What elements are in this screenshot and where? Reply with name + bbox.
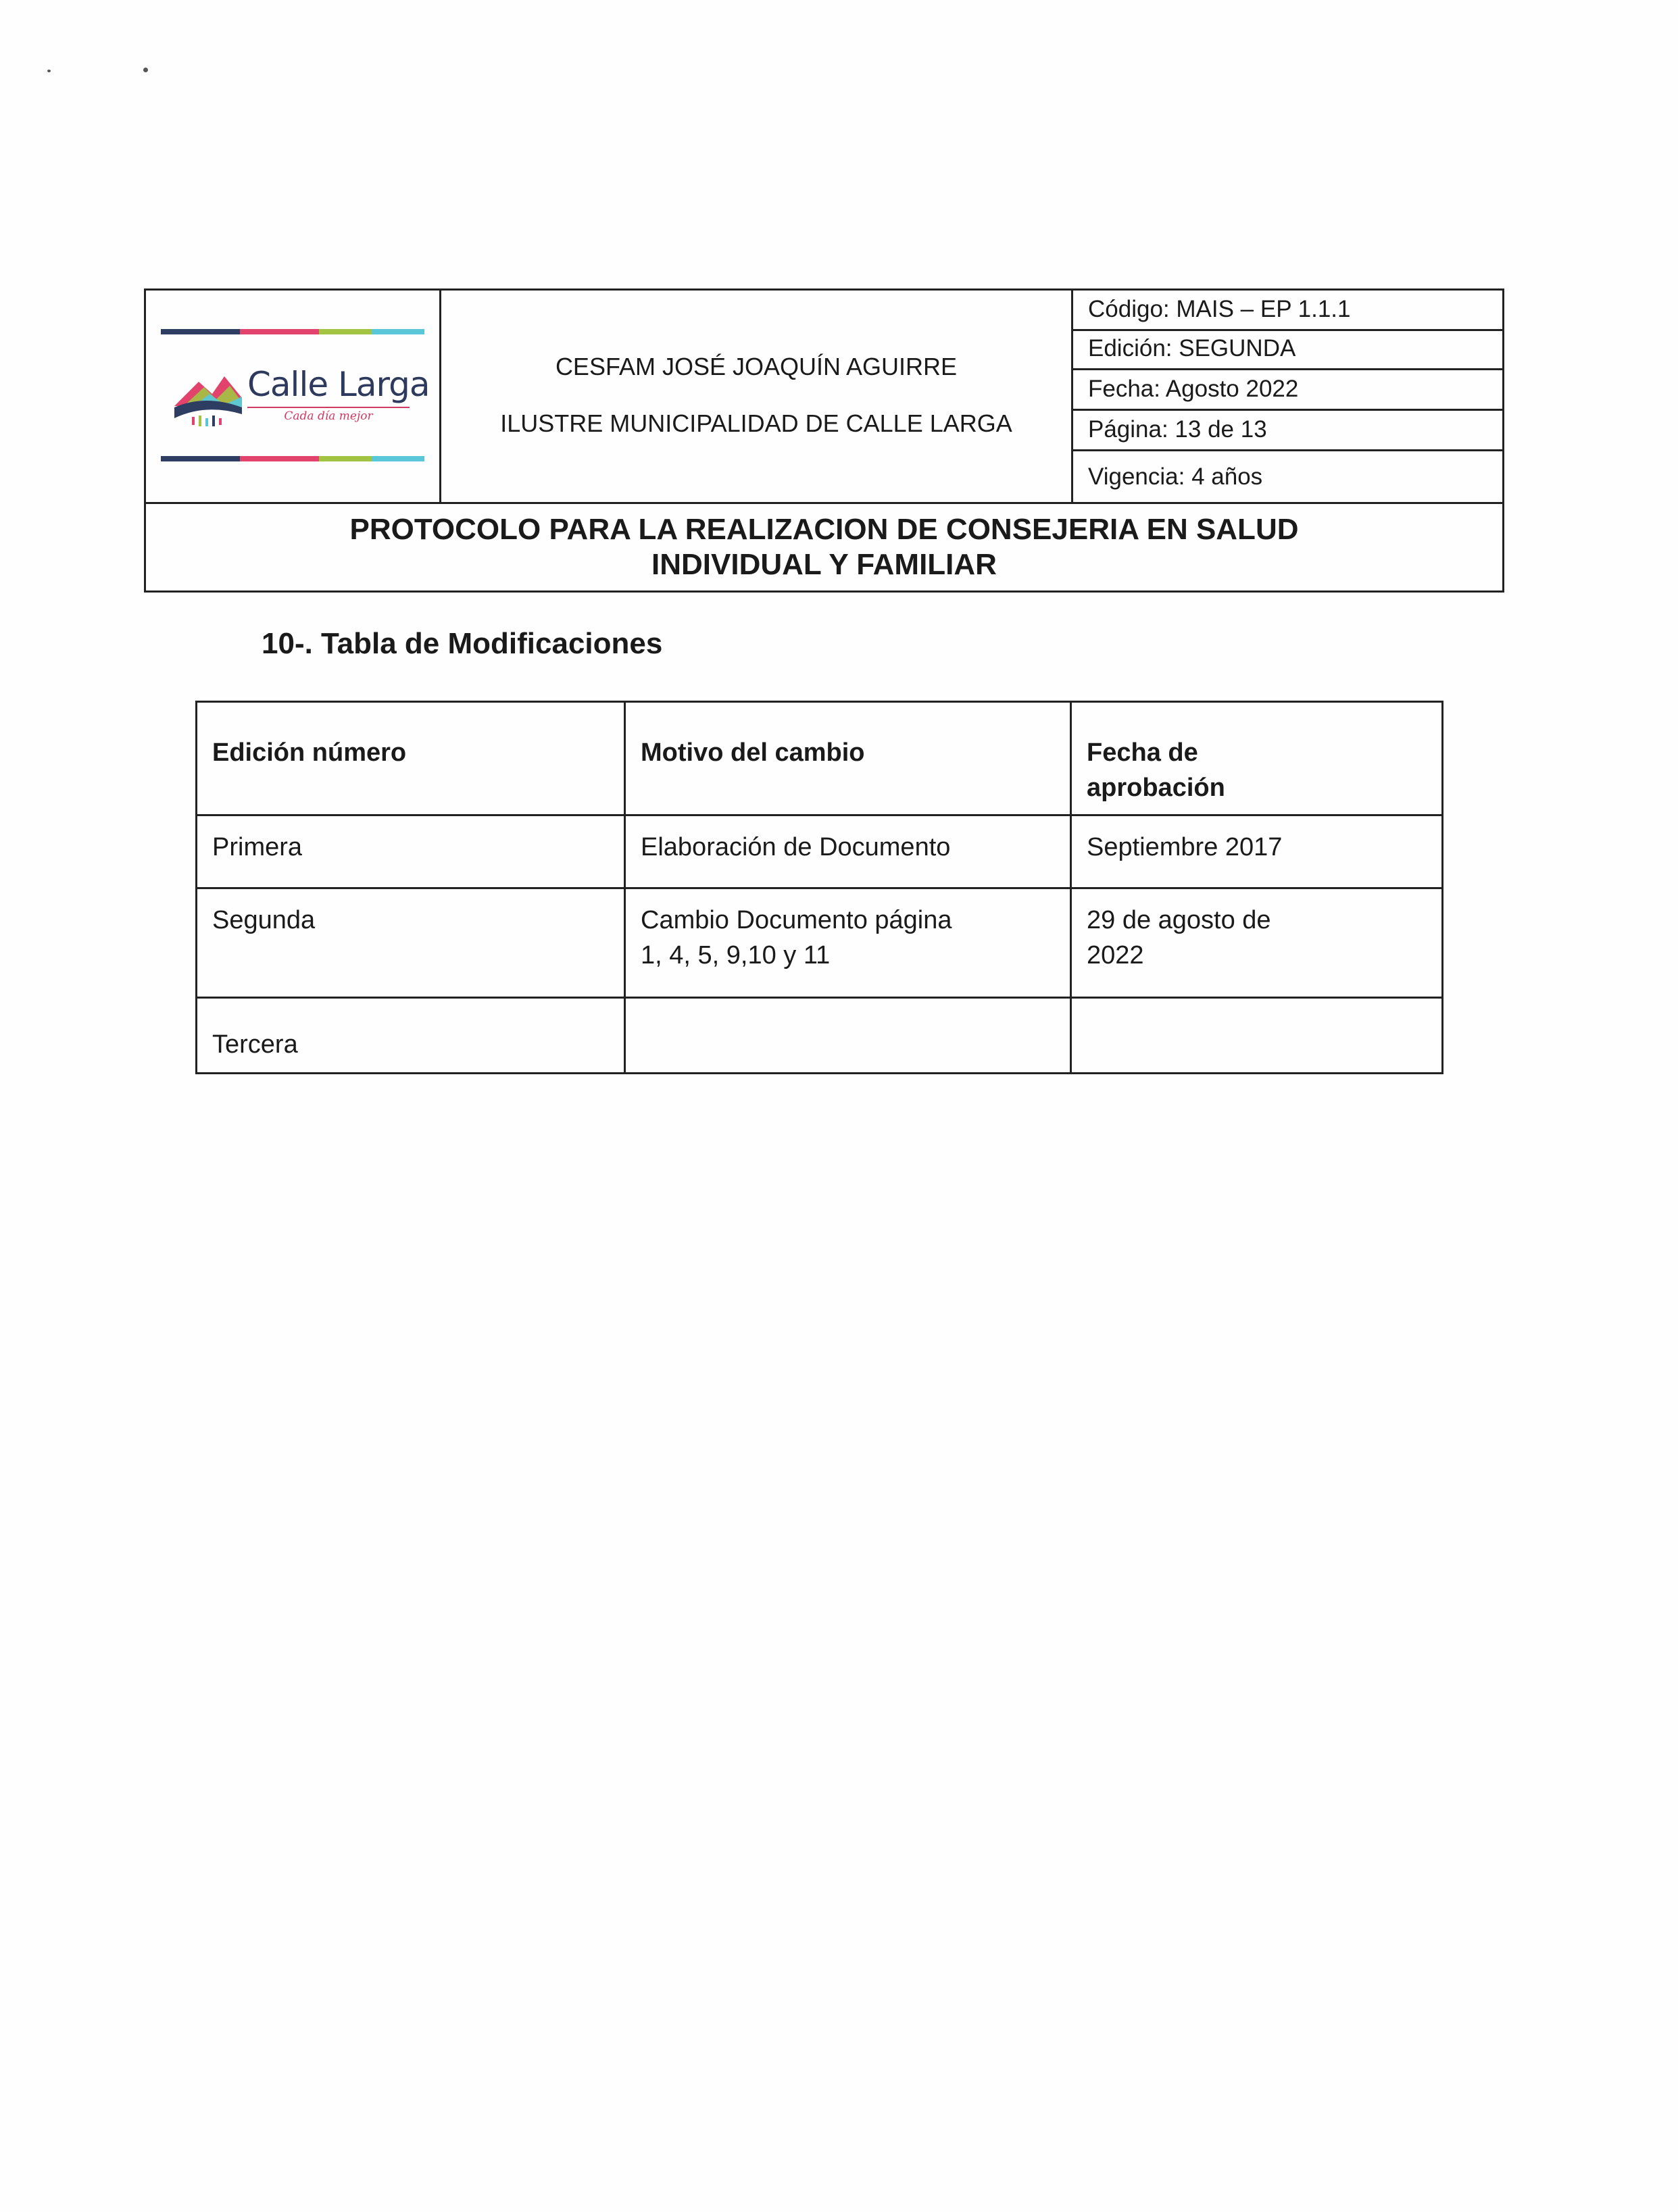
modifications-table (195, 701, 1443, 1074)
document-title-line1: PROTOCOLO PARA LA REALIZACION DE CONSEJERIA EN SALUD (349, 513, 1299, 546)
meta-fecha: Fecha: Agosto 2022 (1073, 370, 1502, 411)
table-row (197, 888, 1443, 998)
cell-edicion: Tercera (197, 998, 625, 1074)
logo-cell (146, 291, 441, 502)
meta-codigo: Código: MAIS – EP 1.1.1 (1073, 291, 1502, 331)
logo-stripe-top (161, 329, 424, 334)
calle-larga-logo-icon (172, 367, 246, 429)
cell-fecha (1071, 888, 1443, 998)
cell-motivo (625, 888, 1071, 998)
cell-edicion: Primera (197, 815, 625, 888)
scan-speck (47, 70, 51, 72)
table-header-row (197, 702, 1443, 815)
cell-motivo (625, 815, 1071, 888)
document-header (144, 288, 1504, 593)
meta-pagina: Página: 13 de 13 (1073, 411, 1502, 451)
document-title (146, 502, 1502, 590)
cell-motivo-line1: Cambio Documento página (641, 906, 952, 934)
document-meta (1073, 291, 1502, 502)
meta-edicion: Edición: SEGUNDA (1073, 331, 1502, 370)
institution-cell (441, 291, 1073, 502)
cell-fecha-line1: 29 de agosto de (1087, 906, 1271, 934)
logo-stripe-bottom (161, 456, 424, 461)
header-motivo: Motivo del cambio (625, 702, 1071, 815)
cell-edicion: Segunda (197, 888, 625, 998)
table-row (197, 815, 1443, 888)
cell-motivo-line2: 1, 4, 5, 9,10 y 11 (641, 941, 831, 970)
table-row (197, 998, 1443, 1074)
municipality-name: ILUSTRE MUNICIPALIDAD DE CALLE LARGA (500, 409, 1012, 437)
cell-motivo (625, 998, 1071, 1074)
logo-tagline: Cada día mejor (247, 407, 410, 423)
logo-name: Calle Larga (247, 365, 430, 404)
header-edicion: Edición número (197, 702, 625, 815)
cell-fecha-line2: 2022 (1087, 941, 1144, 970)
document-title-line2: INDIVIDUAL Y FAMILIAR (651, 548, 997, 581)
meta-vigencia: Vigencia: 4 años (1088, 463, 1263, 490)
section-heading: 10-. Tabla de Modificaciones (262, 627, 663, 660)
institution-name: CESFAM JOSÉ JOAQUÍN AGUIRRE (555, 353, 958, 380)
header-fecha (1071, 702, 1443, 815)
cell-motivo-line1: Elaboración de Documento (641, 833, 951, 861)
cell-fecha-line1: Septiembre 2017 (1087, 833, 1283, 861)
header-fecha-line1: Fecha de (1087, 738, 1198, 767)
header-fecha-line2: aprobación (1087, 774, 1225, 802)
scan-speck (143, 68, 148, 72)
cell-fecha (1071, 815, 1443, 888)
cell-fecha (1071, 998, 1443, 1074)
